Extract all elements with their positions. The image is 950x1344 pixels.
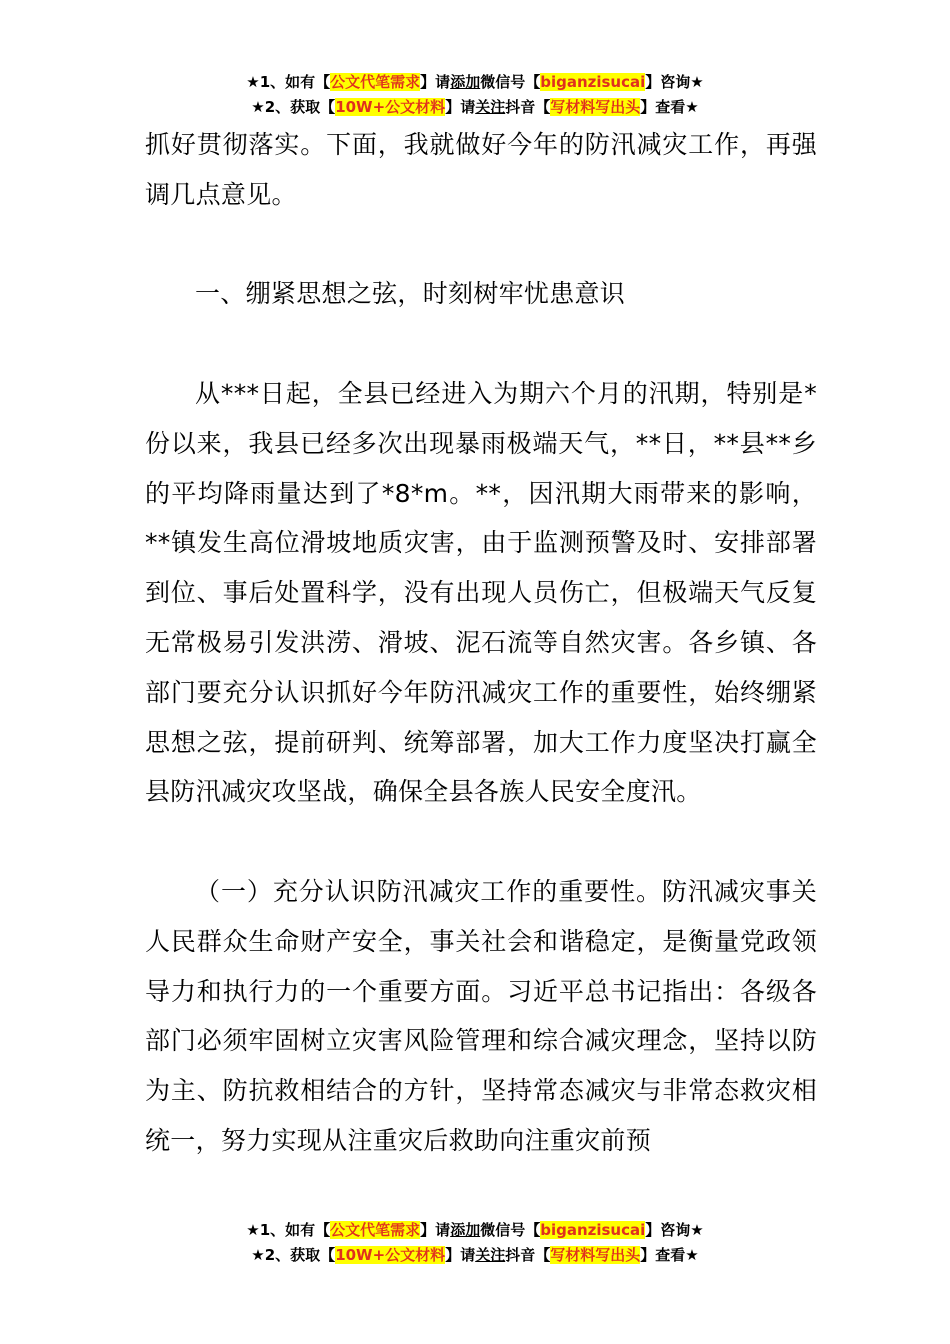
footer-banner-line-2: ★2、获取【10W+公文材料】请关注抖音【写材料写出头】查看★ [251, 1246, 699, 1264]
materials-highlight: 10W+公文材料 [335, 1246, 446, 1264]
header-banner-line-1: ★1、如有【公文代笔需求】请添加微信号【biganzisucai】咨询★ [246, 73, 704, 91]
wechat-id-highlight: biganzisucai [540, 1221, 646, 1239]
section-heading: 一、绷紧思想之弦，时刻树牢忧患意识 [195, 279, 626, 309]
document-body [145, 120, 817, 1166]
follow-emphasis: 关注 [475, 1246, 506, 1264]
paragraph-spacer [145, 817, 817, 867]
materials-highlight: 10W+公文材料 [335, 98, 446, 116]
wechat-id-highlight: biganzisucai [540, 73, 646, 91]
add-emphasis: 添加 [450, 73, 481, 91]
service-highlight: 公文代笔需求 [330, 73, 421, 91]
header-banner-line-2: ★2、获取【10W+公文材料】请关注抖音【写材料写出头】查看★ [251, 98, 699, 116]
add-emphasis: 添加 [450, 1221, 481, 1239]
footer-banner-line-1: ★1、如有【公文代笔需求】请添加微信号【biganzisucai】咨询★ [246, 1221, 704, 1239]
douyin-account-highlight: 写材料写出头 [550, 98, 641, 116]
continuation-paragraph: 抓好贯彻落实。下面，我就做好今年的防汛减灾工作，再强调几点意见。 [145, 130, 817, 209]
header-banner [0, 70, 950, 120]
body-paragraph-1: 从***日起，全县已经进入为期六个月的汛期，特别是*份以来，我县已经多次出现暴雨极端天气，**日，**县**乡的平均降雨量达到了*8*m。**，因汛期大雨带来的影响，**镇发生高位滑坡地质灾害，由于监测预警及时、安排部署到位、事后处置科学，没有出现人员伤亡，但极端天气反复无常极易引发洪涝、滑坡、泥石流等自然灾害。各乡镇、各部门要充分认识抓好今年防汛减灾工作的重要性，始终绷紧思想之弦，提前研判、统筹部署，加大工作力度坚决打赢全县防汛减灾攻坚战，确保全县各族人民安全度汛。 [145, 378, 817, 807]
paragraph-spacer [145, 319, 817, 369]
service-highlight: 公文代笔需求 [330, 1221, 421, 1239]
paragraph-spacer [145, 220, 817, 270]
follow-emphasis: 关注 [475, 98, 506, 116]
footer-banner [0, 1218, 950, 1268]
douyin-account-highlight: 写材料写出头 [550, 1246, 641, 1264]
body-paragraph-2: （一）充分认识防汛减灾工作的重要性。防汛减灾事关人民群众生命财产安全，事关社会和谐稳定，是衡量党政领导力和执行力的一个重要方面。习近平总书记指出：各级各部门必须牢固树立灾害风险管理和综合减灾理念，坚持以防为主、防抗救相结合的方针，坚持常态减灾与非常态救灾相统一，努力实现从注重灾后救助向注重灾前预 [145, 876, 817, 1155]
